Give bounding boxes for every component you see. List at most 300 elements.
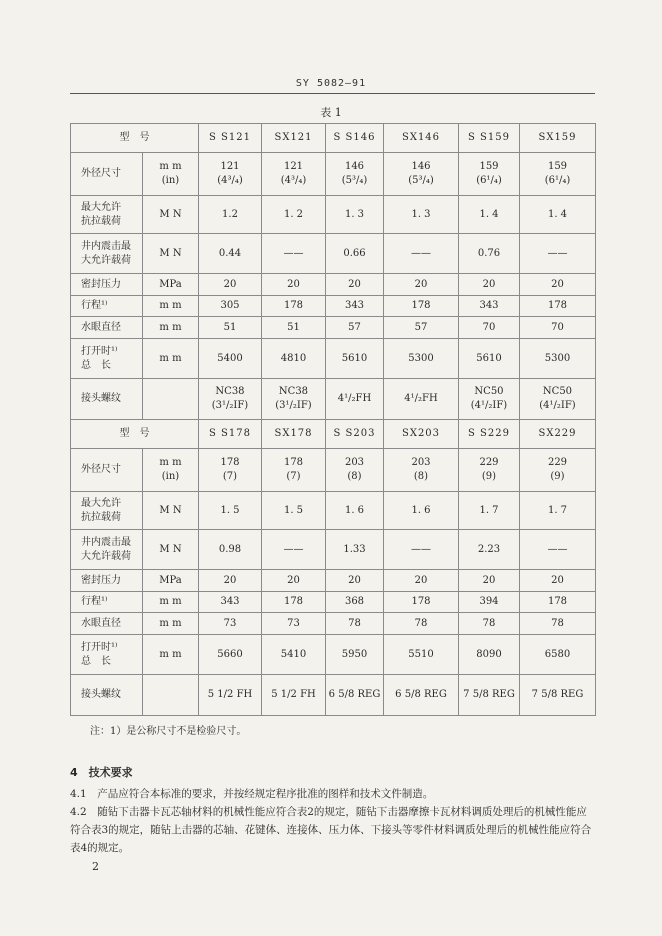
row-label xyxy=(71,492,143,530)
row-unit-line: MPa xyxy=(159,278,182,290)
value-line: 0.76 xyxy=(477,247,501,259)
table-row xyxy=(71,153,596,196)
model-cell: S S159 xyxy=(459,124,520,153)
model-cell: SX229 xyxy=(520,420,596,449)
row-label-line: 水眼直径 xyxy=(81,617,121,629)
value-line: 5510 xyxy=(408,648,434,660)
value-line: 5950 xyxy=(341,648,368,660)
value-cell xyxy=(199,675,262,716)
value-line: 73 xyxy=(287,617,300,629)
model-header-row xyxy=(71,420,596,449)
value-line: 4¹/₂FH xyxy=(404,393,438,404)
value-cell xyxy=(199,153,262,196)
value-line: NC50 xyxy=(542,386,573,397)
value-line: 1. 3 xyxy=(344,208,365,220)
row-unit xyxy=(143,339,199,379)
value-cell xyxy=(326,570,384,592)
value-cell xyxy=(459,570,520,592)
value-line: 78 xyxy=(551,617,564,629)
value-cell xyxy=(459,379,520,420)
row-unit xyxy=(143,296,199,317)
value-cell xyxy=(199,274,262,296)
value-line: 5410 xyxy=(280,648,307,660)
table-row xyxy=(71,635,596,675)
table-row xyxy=(71,530,596,570)
value-cell xyxy=(262,234,326,274)
table-row xyxy=(71,339,596,379)
row-label-line: 打开时¹⁾ xyxy=(81,641,118,653)
value-line: 1. 3 xyxy=(411,208,431,220)
value-line: 5300 xyxy=(544,352,571,364)
value-cell xyxy=(384,317,459,339)
row-label-line: 最大允许 xyxy=(81,201,121,213)
value-line: 1. 7 xyxy=(547,504,568,516)
value-cell xyxy=(326,613,384,635)
value-cell xyxy=(326,153,384,196)
value-cell xyxy=(520,613,596,635)
value-cell xyxy=(384,492,459,530)
value-line: 0.44 xyxy=(218,247,242,259)
value-line: 4¹/₂FH xyxy=(337,393,372,404)
value-cell xyxy=(262,635,326,675)
value-line: 178 xyxy=(411,596,431,607)
value-cell xyxy=(384,613,459,635)
value-cell xyxy=(262,153,326,196)
row-label-line: 总 长 xyxy=(81,359,111,371)
value-line: 203 xyxy=(411,457,431,468)
value-line: 343 xyxy=(344,300,365,311)
value-line: 368 xyxy=(344,596,365,607)
value-line: (8) xyxy=(413,471,429,482)
value-cell xyxy=(459,449,520,492)
row-label-line: 抗拉载荷 xyxy=(81,511,121,523)
value-cell xyxy=(459,296,520,317)
value-line: 78 xyxy=(482,617,496,629)
value-cell xyxy=(384,274,459,296)
value-cell xyxy=(384,234,459,274)
value-line: 178 xyxy=(283,596,304,607)
value-line: (7) xyxy=(286,471,301,482)
value-line: (7) xyxy=(222,471,238,482)
value-line: 20 xyxy=(551,278,564,290)
paragraph-4-2: 4.2 随钻下击器卡瓦芯轴材料的机械性能应符合表2的规定，随钻下击器摩擦卡瓦材料调质处理后的机械性能应符合表3的规定，随钻上击器的芯轴、花键体、连接体、压力体、下接头等零件材料调质处理后的机械性能应符合表4的规定。 xyxy=(70,806,592,854)
value-cell xyxy=(520,675,596,716)
value-line: —— xyxy=(283,543,304,555)
header-rule xyxy=(70,93,595,94)
table-row xyxy=(71,234,596,274)
value-cell xyxy=(326,296,384,317)
value-cell xyxy=(262,675,326,716)
value-cell xyxy=(199,492,262,530)
page-number: 2 xyxy=(92,860,99,873)
value-cell xyxy=(459,613,520,635)
value-cell xyxy=(326,234,384,274)
value-line: 6580 xyxy=(544,648,571,660)
row-label xyxy=(71,675,143,716)
value-cell xyxy=(520,635,596,675)
model-cell: S S121 xyxy=(199,124,262,153)
row-unit-line: m m xyxy=(159,321,182,333)
value-line: 229 xyxy=(547,457,568,468)
row-label xyxy=(71,274,143,296)
row-label xyxy=(71,317,143,339)
value-line: 20 xyxy=(414,278,428,290)
row-unit-line: m m xyxy=(159,617,182,629)
value-line: 51 xyxy=(287,321,300,333)
value-cell xyxy=(459,339,520,379)
value-line: 394 xyxy=(479,596,499,607)
value-line: (3¹/₂IF) xyxy=(275,400,312,411)
value-cell xyxy=(384,339,459,379)
table-row xyxy=(71,317,596,339)
value-cell xyxy=(262,339,326,379)
value-cell xyxy=(262,296,326,317)
value-cell xyxy=(326,492,384,530)
row-unit xyxy=(143,153,199,196)
row-unit-line: m m xyxy=(159,300,182,311)
value-line: 20 xyxy=(482,278,496,290)
value-cell xyxy=(520,196,596,234)
value-cell xyxy=(520,339,596,379)
value-line: 1. 5 xyxy=(283,504,304,516)
value-cell xyxy=(262,570,326,592)
value-cell xyxy=(262,449,326,492)
value-cell xyxy=(199,530,262,570)
value-line: 4810 xyxy=(280,352,307,364)
value-line: 0.98 xyxy=(218,543,242,555)
value-line: 178 xyxy=(547,300,568,311)
value-cell xyxy=(326,379,384,420)
value-cell xyxy=(384,635,459,675)
row-unit xyxy=(143,492,199,530)
table-footnote: 注：1）是公称尺寸不是检验尺寸。 xyxy=(90,726,247,737)
row-unit xyxy=(143,379,199,420)
row-unit xyxy=(143,592,199,613)
value-line: 229 xyxy=(479,457,499,468)
row-label-line: 接头螺纹 xyxy=(81,689,121,700)
row-unit-line: m m xyxy=(159,457,182,468)
value-line: 20 xyxy=(287,278,300,290)
value-line: 1. 2 xyxy=(283,208,304,220)
value-cell xyxy=(459,675,520,716)
value-line: 2.23 xyxy=(477,543,501,555)
row-label xyxy=(71,339,143,379)
section-heading: 4 技术要求 xyxy=(70,766,133,779)
row-label-line: 最大允许 xyxy=(81,497,121,509)
row-unit-line: (in) xyxy=(161,471,180,482)
model-cell: S S229 xyxy=(459,420,520,449)
value-cell xyxy=(459,635,520,675)
row-unit-line: M N xyxy=(159,247,182,259)
value-line: 7 5/8 REG xyxy=(531,689,584,700)
value-line: (4³/₄) xyxy=(217,175,243,186)
value-cell xyxy=(326,449,384,492)
row-label-line: 密封压力 xyxy=(81,574,121,586)
value-cell xyxy=(262,613,326,635)
row-unit xyxy=(143,530,199,570)
row-unit-line: m m xyxy=(159,596,182,607)
value-line: —— xyxy=(411,543,431,555)
value-line: 5610 xyxy=(476,352,502,364)
value-cell xyxy=(262,592,326,613)
row-label-line: 打开时¹⁾ xyxy=(81,345,118,357)
model-cell: SX159 xyxy=(520,124,596,153)
row-label xyxy=(71,379,143,420)
value-line: 1. 4 xyxy=(547,208,568,220)
value-cell xyxy=(520,570,596,592)
value-line: 8090 xyxy=(476,648,502,660)
table-row xyxy=(71,592,596,613)
value-line: 1. 4 xyxy=(479,208,499,220)
model-cell: S S203 xyxy=(326,420,384,449)
value-cell xyxy=(262,196,326,234)
value-line: 343 xyxy=(220,596,240,607)
value-line: 57 xyxy=(414,321,428,333)
value-line: 1. 5 xyxy=(220,504,240,516)
value-cell xyxy=(520,234,596,274)
value-line: 20 xyxy=(348,574,361,586)
value-line: 20 xyxy=(223,278,237,290)
spec-table xyxy=(70,123,596,716)
value-line: 70 xyxy=(551,321,564,333)
value-cell xyxy=(262,492,326,530)
value-cell xyxy=(520,449,596,492)
standard-header: SY 5082—91 xyxy=(295,78,367,89)
value-cell xyxy=(520,274,596,296)
row-unit xyxy=(143,449,199,492)
value-cell xyxy=(199,613,262,635)
value-line: 20 xyxy=(287,574,300,586)
value-line: 1. 6 xyxy=(411,504,431,516)
value-line: 5660 xyxy=(217,648,243,660)
row-unit xyxy=(143,570,199,592)
value-line: 159 xyxy=(547,161,568,172)
value-line: —— xyxy=(283,247,304,259)
value-line: 159 xyxy=(479,161,499,172)
value-line: 57 xyxy=(348,321,361,333)
row-unit-line: (in) xyxy=(161,175,180,186)
row-label-line: 接头螺纹 xyxy=(81,393,121,404)
value-line: 20 xyxy=(551,574,564,586)
value-cell xyxy=(520,153,596,196)
value-line: 20 xyxy=(482,574,496,586)
row-label xyxy=(71,234,143,274)
value-cell xyxy=(384,379,459,420)
value-line: 5400 xyxy=(217,352,243,364)
value-cell xyxy=(326,317,384,339)
value-cell xyxy=(326,592,384,613)
row-label xyxy=(71,153,143,196)
value-line: 70 xyxy=(482,321,496,333)
row-label xyxy=(71,296,143,317)
value-line: 1.2 xyxy=(222,208,238,220)
row-label-line: 大允许载荷 xyxy=(81,550,131,562)
value-line: 6 5/8 REG xyxy=(328,689,381,700)
value-cell xyxy=(199,234,262,274)
value-line: 178 xyxy=(547,596,568,607)
row-label xyxy=(71,592,143,613)
value-cell xyxy=(326,274,384,296)
row-label xyxy=(71,570,143,592)
row-label-line: 大允许载荷 xyxy=(81,254,131,266)
value-line: (6¹/₄) xyxy=(476,175,502,186)
row-label xyxy=(71,530,143,570)
value-line: 20 xyxy=(223,574,237,586)
value-line: 7 5/8 REG xyxy=(463,689,515,700)
value-cell xyxy=(326,339,384,379)
table-row xyxy=(71,449,596,492)
row-label xyxy=(71,196,143,234)
value-line: 51 xyxy=(223,321,237,333)
row-unit xyxy=(143,613,199,635)
value-line: 178 xyxy=(283,457,304,468)
value-line: NC38 xyxy=(215,386,245,397)
value-cell xyxy=(520,317,596,339)
row-unit-line: m m xyxy=(159,161,182,172)
value-cell xyxy=(199,296,262,317)
value-cell xyxy=(384,675,459,716)
value-line: (9) xyxy=(550,471,565,482)
model-label: 型 号 xyxy=(71,420,199,449)
value-line: 78 xyxy=(348,617,361,629)
value-cell xyxy=(199,196,262,234)
value-cell xyxy=(459,592,520,613)
table-row xyxy=(71,570,596,592)
table-row xyxy=(71,296,596,317)
value-cell xyxy=(326,675,384,716)
value-cell xyxy=(262,379,326,420)
table-row xyxy=(71,274,596,296)
row-label-line: 密封压力 xyxy=(81,278,121,290)
value-cell xyxy=(520,296,596,317)
value-line: 178 xyxy=(283,300,304,311)
value-cell xyxy=(384,449,459,492)
table-row xyxy=(71,379,596,420)
value-line: (5³/₄) xyxy=(341,175,368,186)
value-cell xyxy=(384,296,459,317)
value-line: (4¹/₂IF) xyxy=(539,400,576,411)
value-line: 1.33 xyxy=(343,543,366,555)
table-caption: 表 1 xyxy=(320,106,342,119)
value-cell xyxy=(384,196,459,234)
value-cell xyxy=(199,449,262,492)
value-cell xyxy=(199,379,262,420)
model-cell: SX203 xyxy=(384,420,459,449)
value-line: 1. 7 xyxy=(479,504,499,516)
value-line: 73 xyxy=(223,617,237,629)
row-unit xyxy=(143,675,199,716)
value-line: 5 1/2 FH xyxy=(271,689,316,700)
model-cell: S S178 xyxy=(199,420,262,449)
row-unit-line: M N xyxy=(159,504,182,516)
row-unit xyxy=(143,635,199,675)
value-line: 0.66 xyxy=(343,247,366,259)
value-cell xyxy=(262,274,326,296)
value-line: 5 1/2 FH xyxy=(207,689,253,700)
row-unit xyxy=(143,196,199,234)
model-header-row xyxy=(71,124,596,153)
table-row xyxy=(71,492,596,530)
row-unit-line: MPa xyxy=(159,574,182,586)
value-line: 121 xyxy=(220,161,240,172)
value-line: 178 xyxy=(411,300,431,311)
value-line: NC38 xyxy=(278,386,309,397)
value-cell xyxy=(384,153,459,196)
value-cell xyxy=(459,274,520,296)
value-cell xyxy=(326,635,384,675)
value-cell xyxy=(520,492,596,530)
row-label-line: 抗拉载荷 xyxy=(81,215,121,227)
value-line: 5610 xyxy=(341,352,368,364)
row-label-line: 井内震击最 xyxy=(81,536,131,548)
value-line: 178 xyxy=(220,457,240,468)
value-line: —— xyxy=(411,247,431,259)
value-line: 6 5/8 REG xyxy=(395,689,447,700)
value-cell xyxy=(459,317,520,339)
value-cell xyxy=(262,530,326,570)
value-line: NC50 xyxy=(474,386,504,397)
row-unit-line: m m xyxy=(159,352,182,364)
row-unit xyxy=(143,317,199,339)
value-cell xyxy=(520,592,596,613)
value-line: —— xyxy=(547,247,568,259)
row-label-line: 井内震击最 xyxy=(81,240,131,252)
value-cell xyxy=(199,592,262,613)
value-line: (4¹/₂IF) xyxy=(470,400,508,411)
model-label: 型 号 xyxy=(71,124,199,153)
value-line: 146 xyxy=(411,161,431,172)
row-label-line: 水眼直径 xyxy=(81,321,121,333)
value-cell xyxy=(459,234,520,274)
row-label-line: 行程¹⁾ xyxy=(81,300,108,311)
value-cell xyxy=(326,530,384,570)
row-unit-line: M N xyxy=(159,208,182,220)
value-line: (9) xyxy=(481,471,497,482)
value-line: 78 xyxy=(414,617,428,629)
value-cell xyxy=(262,317,326,339)
value-line: 146 xyxy=(344,161,365,172)
value-cell xyxy=(520,379,596,420)
value-cell xyxy=(384,530,459,570)
table-row xyxy=(71,675,596,716)
value-cell xyxy=(384,570,459,592)
row-label-line: 外径尺寸 xyxy=(81,464,121,475)
value-line: 121 xyxy=(283,161,304,172)
value-line: 20 xyxy=(348,278,361,290)
value-line: (4³/₄) xyxy=(280,175,307,186)
row-unit-line: m m xyxy=(159,648,182,660)
value-line: (3¹/₂IF) xyxy=(211,400,249,411)
model-cell: SX178 xyxy=(262,420,326,449)
value-cell xyxy=(199,570,262,592)
value-cell xyxy=(459,196,520,234)
value-line: —— xyxy=(547,543,568,555)
model-cell: S S146 xyxy=(326,124,384,153)
value-line: 305 xyxy=(220,300,240,311)
row-label xyxy=(71,449,143,492)
row-label-line: 总 长 xyxy=(81,655,111,667)
value-line: (6¹/₄) xyxy=(544,175,571,186)
value-cell xyxy=(326,196,384,234)
row-unit xyxy=(143,234,199,274)
value-cell xyxy=(199,317,262,339)
value-cell xyxy=(459,153,520,196)
value-cell xyxy=(199,635,262,675)
table-row xyxy=(71,613,596,635)
model-cell: SX121 xyxy=(262,124,326,153)
value-line: 203 xyxy=(344,457,365,468)
value-cell xyxy=(384,592,459,613)
